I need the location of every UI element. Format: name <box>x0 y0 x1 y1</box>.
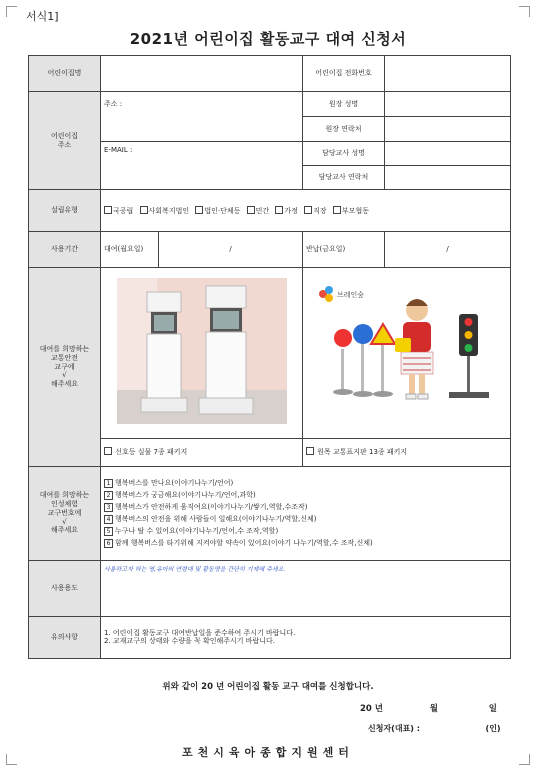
type-option-label: 부모협동 <box>341 206 369 215</box>
type-option[interactable] <box>195 206 240 216</box>
checkbox[interactable] <box>140 206 148 214</box>
checkbox[interactable] <box>195 206 203 214</box>
type-option[interactable] <box>275 206 298 216</box>
traffic-option-2[interactable] <box>303 438 511 466</box>
checkbox[interactable] <box>333 206 341 214</box>
program-number-box[interactable]: 6 <box>104 539 113 548</box>
checkbox[interactable] <box>104 206 112 214</box>
traffic-option-2-label: 원목 교통표지판 13종 패키지 <box>317 448 408 457</box>
director-contact-field[interactable] <box>385 117 511 142</box>
type-option[interactable] <box>247 206 270 216</box>
label-line: 교구번호에 <box>47 508 82 517</box>
daycare-name-field[interactable] <box>101 56 303 92</box>
program-label: 행복버스가 안전하게 움직여요(이야기나누기/쌓기,역할,수조작) <box>115 503 308 512</box>
type-option-label: 국공립 <box>113 206 134 215</box>
traffic-option-1-label: 신호등 실물 7종 패키지 <box>115 448 188 457</box>
program-option[interactable] <box>104 525 507 537</box>
traffic-sign-kit-image <box>303 268 509 435</box>
traffic-light-photo-cell <box>101 268 303 439</box>
address-label-line2: 주소 <box>57 140 72 149</box>
seal-label: (인) <box>485 724 501 733</box>
program-number-box[interactable]: 3 <box>104 503 113 512</box>
traffic-sign-photo-cell <box>303 268 511 439</box>
address-field[interactable] <box>101 92 303 142</box>
applicant-line <box>368 723 501 734</box>
notes-content <box>101 616 511 658</box>
notes-label: 유의사항 <box>29 616 101 658</box>
type-option-label: 사회복지법인 <box>148 206 190 215</box>
director-contact-label: 원장 연락처 <box>303 117 385 142</box>
type-option-label: 법인·단체등 <box>204 206 241 215</box>
checkbox[interactable] <box>306 447 314 455</box>
checkbox[interactable] <box>275 206 283 214</box>
address-label <box>29 92 101 190</box>
checkbox[interactable] <box>247 206 255 214</box>
type-option[interactable] <box>104 206 133 216</box>
program-label: 행복버스를 만나요(이야기나누기/언어) <box>115 479 234 488</box>
daycare-name-label: 어린이집명 <box>29 56 101 92</box>
usage-hint: 사용하고자 하는 영,유아의 연령대 및 활동명을 간단히 기재해 주세요. <box>104 565 286 573</box>
checkbox[interactable] <box>104 447 112 455</box>
organization-name: 포천시육아종합지원센터 <box>182 746 354 759</box>
program-label: 함께 행복버스를 타기위해 지켜야할 약속이 있어요(이야기 나누기/역할,수 조작,신체) <box>115 539 373 548</box>
type-option-label: 민간 <box>255 206 270 215</box>
address-field-label: 주소 : <box>104 100 123 108</box>
director-name-field[interactable] <box>385 92 511 117</box>
form-number: 서식1] <box>26 10 59 23</box>
return-label: 반납(금요일) <box>303 232 385 268</box>
label-line: √ <box>62 371 67 380</box>
date-day: 일 <box>488 704 497 714</box>
teacher-name-field[interactable] <box>385 142 511 166</box>
character-program-list <box>101 466 511 560</box>
teacher-name-label: 담당교사 성명 <box>303 142 385 166</box>
email-field[interactable] <box>101 142 303 190</box>
director-name-label: 원장 성명 <box>303 92 385 117</box>
corner-mark <box>6 6 17 17</box>
program-number-box[interactable]: 2 <box>104 491 113 500</box>
corner-mark <box>519 6 530 17</box>
program-option[interactable] <box>104 489 507 501</box>
usage-label: 사용용도 <box>29 560 101 616</box>
program-option[interactable] <box>104 537 507 549</box>
label-line: 인성체험 <box>50 500 79 509</box>
teacher-contact-label: 담당교사 연락처 <box>303 166 385 190</box>
date-separator: / <box>446 245 449 254</box>
type-option[interactable] <box>333 206 369 216</box>
traffic-option-1[interactable] <box>101 438 303 466</box>
program-option[interactable] <box>104 501 507 513</box>
return-date-field[interactable] <box>385 232 511 268</box>
daycare-phone-field[interactable] <box>385 56 511 92</box>
label-line: 해주세요 <box>50 380 79 388</box>
type-option[interactable] <box>304 206 327 216</box>
document-title: 2021년 어린이집 활동교구 대여 신청서 <box>129 30 407 48</box>
teacher-contact-field[interactable] <box>385 166 511 190</box>
address-label-line1: 어린이집 <box>50 131 79 140</box>
brand-text: 브레인숲 <box>337 291 365 299</box>
application-form <box>28 55 511 659</box>
rent-date-field[interactable] <box>159 232 303 268</box>
type-option-label: 직장 <box>313 206 327 215</box>
note-item: 1. 어린이집 활동교구 대여반납일을 준수하여 주시기 바랍니다. <box>104 628 296 637</box>
date-year: 20 년 <box>360 704 383 714</box>
applicant-label: 신청자(대표) : <box>368 724 420 733</box>
date-month: 월 <box>429 704 438 714</box>
traffic-kit-label <box>29 268 101 467</box>
label-line: 대여를 희망하는 <box>39 345 90 353</box>
usage-field[interactable] <box>101 560 511 616</box>
note-item: 2. 교재교구의 상태와 수량을 꼭 확인해주시기 바랍니다. <box>104 637 276 646</box>
program-label: 누구나 탈 수 있어요(이야기나누기/언어,수 조작,역할) <box>115 527 279 536</box>
type-options <box>101 190 511 232</box>
label-line: 교구에 <box>54 362 75 371</box>
traffic-light-kiosk-image <box>101 268 301 435</box>
program-option[interactable] <box>104 513 507 525</box>
type-option[interactable] <box>140 206 190 216</box>
program-number-box[interactable]: 4 <box>104 515 113 524</box>
label-line: 해주세요 <box>50 526 79 535</box>
program-label: 행복버스의 안전을 위해 사람들이 일해요(이야기나누기/역할,신체) <box>115 515 317 524</box>
program-number-box[interactable]: 1 <box>104 479 113 488</box>
period-label: 사용기간 <box>29 232 101 268</box>
character-kit-label <box>29 466 101 560</box>
rent-label: 대여(월요일) <box>101 232 159 268</box>
type-option-label: 가정 <box>284 206 298 215</box>
program-number-box[interactable]: 5 <box>104 527 113 536</box>
application-date <box>360 702 497 714</box>
application-statement: 위와 같이 20 년 어린이집 활동 교구 대여를 신청합니다. <box>162 682 374 692</box>
date-separator: / <box>229 245 232 254</box>
email-field-label: E-MAIL : <box>104 146 133 154</box>
type-label: 설립유형 <box>29 190 101 232</box>
label-line: 교통안전 <box>50 353 79 362</box>
label-line: 대여를 희망하는 <box>39 491 90 500</box>
daycare-phone-label: 어린이집 전화번호 <box>303 56 385 92</box>
label-line: √ <box>62 517 67 526</box>
program-option[interactable] <box>104 477 507 489</box>
checkbox[interactable] <box>304 206 312 214</box>
program-label: 행복버스가 궁금해요(이야기나누기/언어,과학) <box>115 491 256 500</box>
